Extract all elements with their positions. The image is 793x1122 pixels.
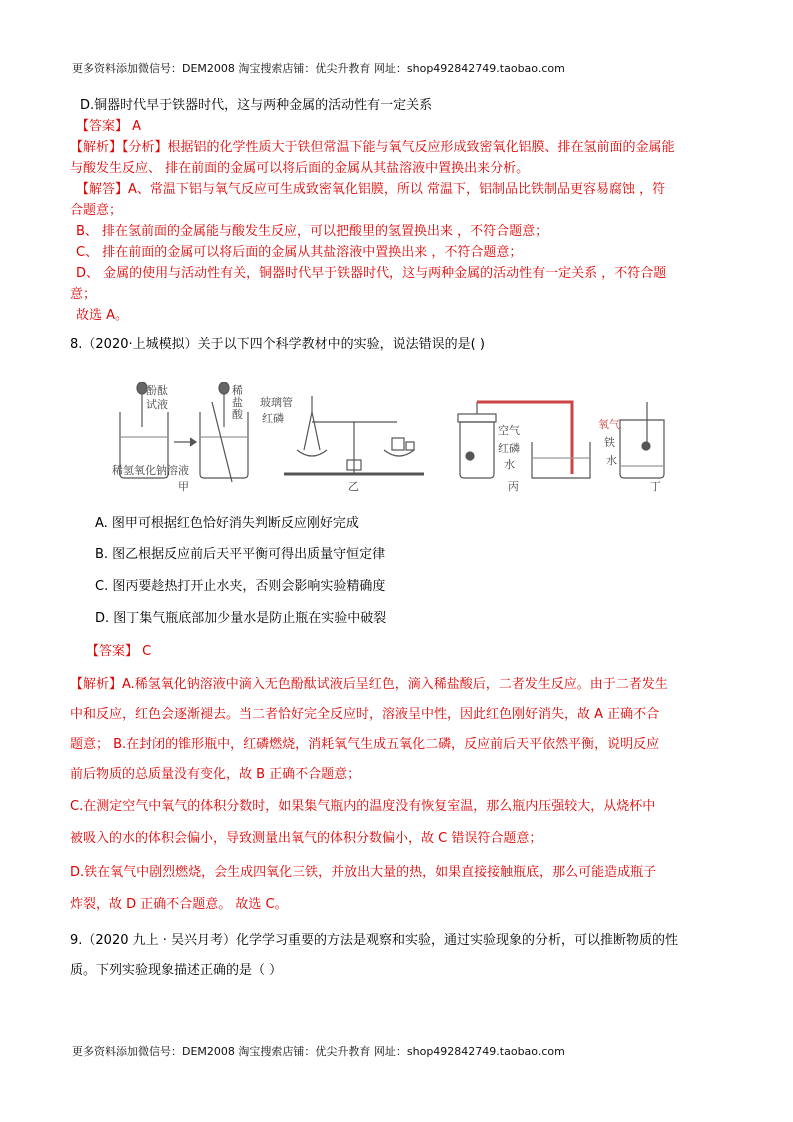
q9-stem: 9.（2020 九上 · 吴兴月考）化学学习重要的方法是观察和实验，通过实验现象的分析，可以推断物质的性 xyxy=(70,933,679,948)
label-naoh: 稀氢氧化钠溶液 xyxy=(112,464,189,477)
q8-explain-7: D.铁在氧气中剧烈燃烧，会生成四氧化三铁，并放出大量的热，如果直接接触瓶底，那么可能造成瓶子 xyxy=(70,865,657,880)
q8-explain-5: C.在测定空气中氧气的体积分数时，如果集气瓶内的温度没有恢复室温，那么瓶内压强较大，从烧杯中 xyxy=(70,799,656,814)
label-red-p2: 红磷 xyxy=(498,442,520,455)
label-yi: 乙 xyxy=(348,480,359,492)
label-bing: 丙 xyxy=(508,480,519,492)
q7-solve-c: C、 排在前面的金属可以将后面的金属从其盐溶液中置换出来 ，不符合题意； xyxy=(76,245,523,260)
q8-explain-1: 【解析】A.稀氢氧化钠溶液中滴入无色酚酞试液后呈红色，滴入稀盐酸后，二者发生反应。由于二者发生 xyxy=(70,677,668,692)
q8-explain-3: 题意； B.在封闭的锥形瓶中，红磷燃烧，消耗氧气生成五氧化二磷，反应前后天平依然平衡，说明反应 xyxy=(70,737,660,752)
q9-stem-2: 质。下列实验现象描述正确的是（ ） xyxy=(70,963,283,978)
page-header: 更多资料添加微信号：DEM2008 淘宝搜索店铺：优尖升教育 网址：shop492842749.taobao.com xyxy=(72,62,565,75)
q7-answer: 【答案】 A xyxy=(76,119,142,134)
q8-option-d: D. 图丁集气瓶底部加少量水是防止瓶在实验中破裂 xyxy=(95,611,387,626)
q8-figure xyxy=(112,382,672,492)
label-phenol: 酚酞 xyxy=(146,384,168,397)
q8-explain-8: 炸裂，故 D 正确不合题意。 故选 C。 xyxy=(70,897,288,912)
q7-solve-a-2: 合题意； xyxy=(70,203,123,218)
q7-solve-b: B、 排在氢前面的金属能与酸发生反应，可以把酸里的氢置换出来 ，不符合题意； xyxy=(76,224,549,239)
label-water: 水 xyxy=(504,458,515,471)
experiment-diagram xyxy=(112,382,672,492)
q7-solve-d: D、 金属的使用与活动性有关，铜器时代早于铁器时代，这与两种金属的活动性有一定关系 ，不符合题 xyxy=(76,266,667,281)
label-reagent: 试液 xyxy=(146,398,168,411)
label-jia: 甲 xyxy=(178,480,189,492)
q7-solve-a: 【解答】A、常温下铝与氧气反应可生成致密氧化铝膜，所以 常温下，铝制品比铁制品更容易腐蚀 ，符 xyxy=(76,182,666,197)
label-water2: 水 xyxy=(606,454,617,467)
label-dilute: 稀 xyxy=(232,384,243,397)
q7-option-d: D.铜器时代早于铁器时代，这与两种金属的活动性有一定关系 xyxy=(80,98,433,113)
q8-option-b: B. 图乙根据反应前后天平平衡可得出质量守恒定律 xyxy=(95,547,386,562)
label-air: 空气 xyxy=(498,424,520,437)
q7-analysis-2: 与酸发生反应、 排在前面的金属可以将后面的金属从其盐溶液中置换出来分析。 xyxy=(70,161,530,176)
q7-analysis: 【解析】【分析】根据铝的化学性质大于铁但常温下能与氧气反应形成致密氧化铝膜、排在氢前面的金属能 xyxy=(70,140,675,155)
q8-stem: 8.（2020·上城模拟）关于以下四个科学教材中的实验，说法错误的是( ) xyxy=(70,337,485,352)
label-acid: 酸 xyxy=(232,408,243,421)
label-red-p: 红磷 xyxy=(262,412,284,425)
q8-explain-6: 被吸入的水的体积会偏小，导致测量出氧气的体积分数偏小，故 C 错误符合题意； xyxy=(70,831,543,846)
label-oxygen: 氧气 xyxy=(598,418,620,431)
q8-answer: 【答案】 C xyxy=(86,644,152,659)
label-glass-tube: 玻璃管 xyxy=(260,396,293,409)
q8-explain-2: 中和反应，红色会逐渐褪去。当二者恰好完全反应时，溶液呈中性，因此红色刚好消失，故 A 正确不合 xyxy=(70,707,660,722)
page-footer: 更多资料添加微信号：DEM2008 淘宝搜索店铺：优尖升教育 网址：shop492842749.taobao.com xyxy=(72,1045,565,1058)
q7-solve-d-2: 意； xyxy=(70,287,97,302)
label-ding: 丁 xyxy=(650,480,661,492)
q7-choose: 故选 A。 xyxy=(76,308,129,323)
q8-option-c: C. 图丙要趁热打开止水夹，否则会影响实验精确度 xyxy=(95,579,386,594)
label-iron: 铁 xyxy=(604,436,615,449)
label-salt: 盐 xyxy=(232,396,243,409)
q8-explain-4: 前后物质的总质量没有变化，故 B 正确不合题意； xyxy=(70,767,361,782)
q8-option-a: A. 图甲可根据红色恰好消失判断反应刚好完成 xyxy=(95,516,359,531)
